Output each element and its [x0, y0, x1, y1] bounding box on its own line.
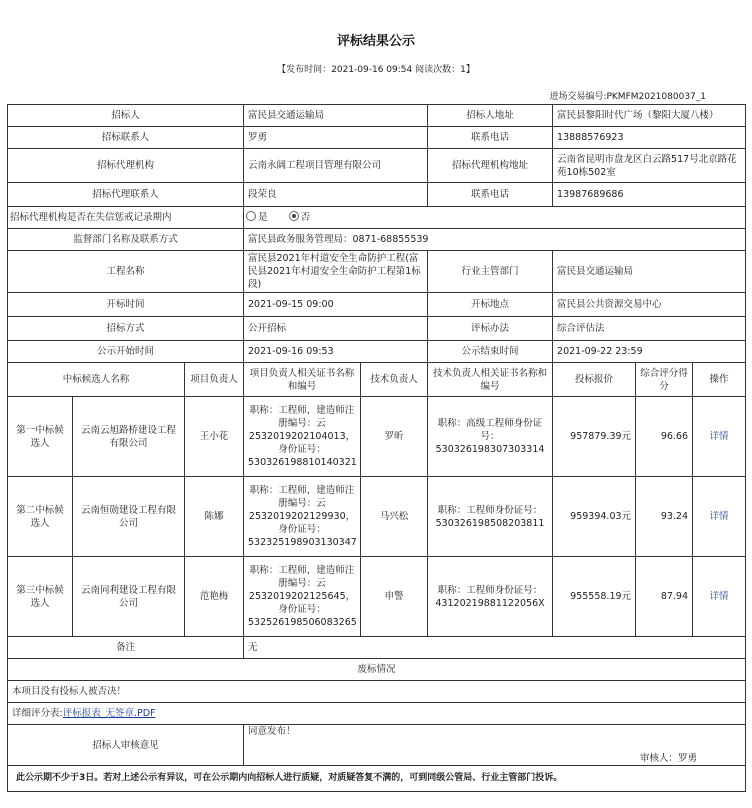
tenderer-contact-value: 罗勇 [244, 127, 428, 149]
header-action: 操作 [693, 363, 746, 397]
candidate-company: 云南恒勋建设工程有限公司 [73, 477, 185, 557]
credit-value [244, 207, 746, 229]
tenderer-phone-label: 联系电话 [428, 127, 553, 149]
row-review [8, 725, 746, 766]
candidate-pm: 陈娜 [185, 477, 244, 557]
agency-phone-label: 联系电话 [428, 183, 553, 207]
method-value: 公开招标 [244, 317, 428, 341]
review-cell [244, 725, 746, 766]
rejected-header: 废标情况 [8, 659, 746, 681]
row-rejected-header [8, 659, 746, 681]
radio-checked-icon [289, 211, 299, 221]
row-publicity [8, 341, 746, 363]
row-detail [8, 703, 746, 725]
header-pm: 项目负责人 [185, 363, 244, 397]
candidate-tech: 马兴松 [361, 477, 428, 557]
detail-label: 详细评分表: [12, 708, 63, 719]
header-pm-cert: 项目负责人相关证书名称和编号 [244, 363, 361, 397]
row-agency-contact [8, 183, 746, 207]
candidate-rank: 第三中标候选人 [8, 557, 73, 637]
candidate-rank: 第一中标候选人 [8, 397, 73, 477]
candidate-price: 955558.19元 [553, 557, 636, 637]
detail-cell [8, 703, 746, 725]
candidate-pm: 王小花 [185, 397, 244, 477]
candidate-pm-cert: 职称：工程师，建造师注册编号：云2532019202129930，身份证号：532325198903130347 [244, 477, 361, 557]
candidate-tech: 罗昕 [361, 397, 428, 477]
candidate-price: 959394.03元 [553, 477, 636, 557]
tenderer-addr-value: 富民县黎阳时代广场（黎阳大厦八楼） [553, 105, 746, 127]
open-place-label: 开标地点 [428, 293, 553, 317]
page-title: 评标结果公示 [336, 34, 415, 49]
detail-file-link[interactable]: 评标报表_无签章.PDF [62, 708, 156, 719]
details-link[interactable]: 详情 [709, 511, 729, 522]
details-link[interactable]: 详情 [709, 591, 729, 602]
table-row [8, 477, 746, 557]
open-place-value: 富民县公共资源交易中心 [553, 293, 746, 317]
candidate-tech-cert: 职称：工程师身份证号：530326198508203811 [428, 477, 553, 557]
row-supervisor [8, 229, 746, 251]
industry-label: 行业主管部门 [428, 251, 553, 293]
candidate-pm-cert: 职称：工程师，建造师注册编号：云2532019202104013，身份证号：530326198810140321 [244, 397, 361, 477]
header-tech: 技术负责人 [361, 363, 428, 397]
agency-addr-value: 云南省昆明市盘龙区白云路517号北京路花苑10栋502室 [553, 149, 746, 183]
footer-notice: 此公示期不少于3日。若对上述公示有异议，可在公示期内向招标人进行质疑，对质疑答复不满的，可到同级公管局、行业主管部门投诉。 [8, 766, 746, 792]
trade-number: 进场交易编号:PKMFM2021080037_1 [549, 92, 706, 102]
rejected-text: 本项目没有投标人被否决！ [8, 681, 746, 703]
table-row [8, 557, 746, 637]
candidate-score: 93.24 [636, 477, 693, 557]
candidate-company: 云南云旭路桥建设工程有限公司 [73, 397, 185, 477]
pub-start-label: 公示开始时间 [8, 341, 244, 363]
row-agency [8, 149, 746, 183]
publish-meta: 【发布时间：2021-09-16 09:54 阅读次数：1】 [277, 65, 475, 75]
header-candidate-name: 中标候选人名称 [8, 363, 185, 397]
candidate-tech-cert: 职称：工程师身份证号：43120219881122056X [428, 557, 553, 637]
candidate-score: 96.66 [636, 397, 693, 477]
method-label: 招标方式 [8, 317, 244, 341]
header-tech-cert: 技术负责人相关证书名称和编号 [428, 363, 553, 397]
tenderer-addr-label: 招标人地址 [428, 105, 553, 127]
supervisor-label: 监督部门名称及联系方式 [8, 229, 244, 251]
candidate-rank: 第二中标候选人 [8, 477, 73, 557]
agency-value: 云南永阔工程项目管理有限公司 [244, 149, 428, 183]
remarks-label: 备注 [8, 637, 244, 659]
pub-end-label: 公示结束时间 [428, 341, 553, 363]
row-tenderer [8, 105, 746, 127]
row-remarks [8, 637, 746, 659]
credit-yes-label: 是 [258, 212, 268, 223]
candidate-tech-cert: 职称：高级工程师身份证号：530326198307303314 [428, 397, 553, 477]
candidate-score: 87.94 [636, 557, 693, 637]
row-tenderer-contact [8, 127, 746, 149]
candidate-company: 云南同利建设工程有限公司 [73, 557, 185, 637]
row-footer [8, 766, 746, 792]
agency-addr-label: 招标代理机构地址 [428, 149, 553, 183]
eval-method-label: 评标办法 [428, 317, 553, 341]
tenderer-label: 招标人 [8, 105, 244, 127]
project-label: 工程名称 [8, 251, 244, 293]
row-open [8, 293, 746, 317]
credit-yes-option[interactable] [246, 212, 268, 223]
candidates-header-row [8, 363, 746, 397]
row-method [8, 317, 746, 341]
radio-unchecked-icon [246, 211, 256, 221]
pub-start-value: 2021-09-16 09:53 [244, 341, 428, 363]
review-opinion: 同意发布！ [248, 726, 296, 737]
credit-label: 招标代理机构是否在失信惩戒记录期内 [8, 207, 244, 229]
header-score: 综合评分得分 [636, 363, 693, 397]
row-rejected [8, 681, 746, 703]
tenderer-value: 富民县交通运输局 [244, 105, 428, 127]
agency-contact-label: 招标代理联系人 [8, 183, 244, 207]
reviewer: 审核人：罗勇 [640, 753, 698, 764]
eval-method-value: 综合评估法 [553, 317, 746, 341]
agency-label: 招标代理机构 [8, 149, 244, 183]
agency-contact-value: 段荣良 [244, 183, 428, 207]
pub-end-value: 2021-09-22 23:59 [553, 341, 746, 363]
agency-phone-value: 13987689686 [553, 183, 746, 207]
open-time-value: 2021-09-15 09:00 [244, 293, 428, 317]
industry-value: 富民县交通运输局 [553, 251, 746, 293]
candidate-pm-cert: 职称：工程师，建造师注册编号：云2532019202125645，身份证号：532526198506083265 [244, 557, 361, 637]
project-value: 富民县2021年村道安全生命防护工程(富民县2021年村道安全生命防护工程第1标段) [244, 251, 428, 293]
tenderer-contact-label: 招标联系人 [8, 127, 244, 149]
header-price: 投标报价 [553, 363, 636, 397]
supervisor-value: 富民县政务服务管理局：0871-68855539 [244, 229, 746, 251]
credit-no-option[interactable] [289, 212, 311, 223]
result-table [7, 104, 746, 792]
candidate-tech: 申警 [361, 557, 428, 637]
review-label: 招标人审核意见 [8, 725, 244, 766]
credit-no-label: 否 [300, 212, 311, 223]
tenderer-phone-value: 13888576923 [553, 127, 746, 149]
remarks-value: 无 [244, 637, 746, 659]
table-row [8, 397, 746, 477]
details-link[interactable]: 详情 [709, 431, 729, 442]
candidate-pm: 范艳梅 [185, 557, 244, 637]
candidate-price: 957879.39元 [553, 397, 636, 477]
open-time-label: 开标时间 [8, 293, 244, 317]
row-credit [8, 207, 746, 229]
row-project [8, 251, 746, 293]
